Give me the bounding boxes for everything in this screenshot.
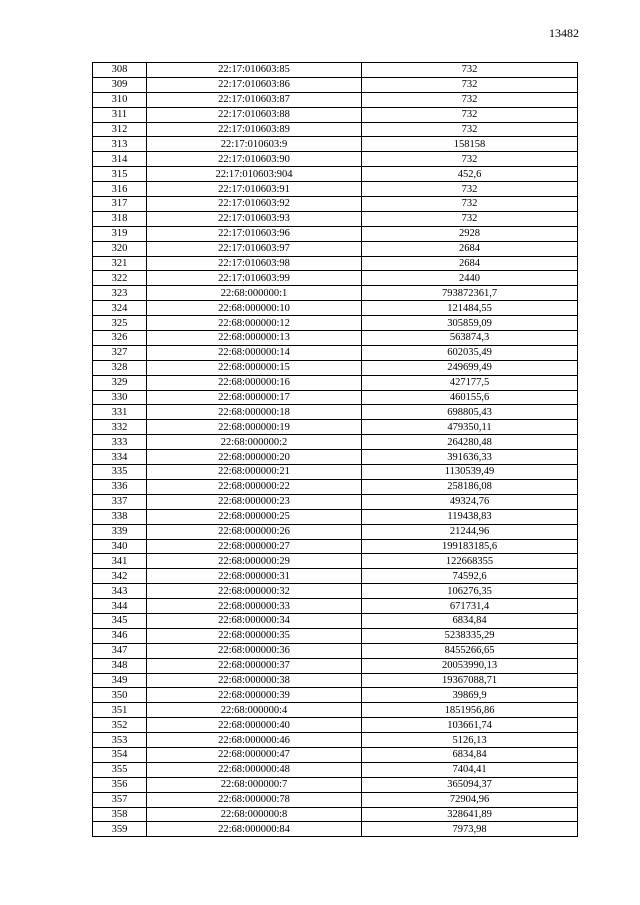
cadastral-number-cell: 22:68:000000:46 <box>147 733 362 748</box>
table-row <box>93 122 578 137</box>
value-cell: 5238335,29 <box>362 628 578 643</box>
value-cell: 1130539,49 <box>362 465 578 480</box>
table-row <box>93 92 578 107</box>
table-row <box>93 465 578 480</box>
cadastral-number-cell: 22:17:010603:86 <box>147 77 362 92</box>
cadastral-number-cell: 22:17:010603:90 <box>147 152 362 167</box>
row-number-cell: 341 <box>93 554 147 569</box>
value-cell: 365094,37 <box>362 777 578 792</box>
table-row <box>93 658 578 673</box>
value-cell: 20053990,13 <box>362 658 578 673</box>
value-cell: 2684 <box>362 241 578 256</box>
value-cell: 72904,96 <box>362 792 578 807</box>
table-row <box>93 197 578 212</box>
table-row <box>93 256 578 271</box>
value-cell: 460155,6 <box>362 390 578 405</box>
value-cell: 49324,76 <box>362 494 578 509</box>
cadastral-number-cell: 22:68:000000:48 <box>147 762 362 777</box>
table-row <box>93 167 578 182</box>
cadastral-number-cell: 22:68:000000:23 <box>147 494 362 509</box>
value-cell: 7404,41 <box>362 762 578 777</box>
cadastral-number-cell: 22:68:000000:20 <box>147 450 362 465</box>
table-body <box>93 63 578 837</box>
cadastral-number-cell: 22:17:010603:88 <box>147 107 362 122</box>
row-number-cell: 320 <box>93 241 147 256</box>
value-cell: 671731,4 <box>362 599 578 614</box>
row-number-cell: 354 <box>93 747 147 762</box>
value-cell: 732 <box>362 211 578 226</box>
value-cell: 264280,48 <box>362 435 578 450</box>
row-number-cell: 331 <box>93 405 147 420</box>
value-cell: 158158 <box>362 137 578 152</box>
row-number-cell: 337 <box>93 494 147 509</box>
table-row <box>93 673 578 688</box>
table-row <box>93 435 578 450</box>
table-row <box>93 613 578 628</box>
cadastral-number-cell: 22:68:000000:7 <box>147 777 362 792</box>
cadastral-number-cell: 22:17:010603:96 <box>147 226 362 241</box>
table-row <box>93 405 578 420</box>
cadastral-number-cell: 22:68:000000:13 <box>147 331 362 346</box>
table-row <box>93 569 578 584</box>
value-cell: 2440 <box>362 271 578 286</box>
cadastral-number-cell: 22:68:000000:34 <box>147 613 362 628</box>
value-cell: 7973,98 <box>362 822 578 837</box>
table-row <box>93 747 578 762</box>
cadastral-number-cell: 22:17:010603:97 <box>147 241 362 256</box>
value-cell: 5126,13 <box>362 733 578 748</box>
table-row <box>93 688 578 703</box>
row-number-cell: 323 <box>93 286 147 301</box>
table-row <box>93 777 578 792</box>
table-row <box>93 286 578 301</box>
table-row <box>93 539 578 554</box>
value-cell: 121484,55 <box>362 301 578 316</box>
value-cell: 793872361,7 <box>362 286 578 301</box>
table-row <box>93 450 578 465</box>
table-row <box>93 241 578 256</box>
table-row <box>93 554 578 569</box>
cadastral-number-cell: 22:68:000000:29 <box>147 554 362 569</box>
cadastral-number-cell: 22:68:000000:36 <box>147 643 362 658</box>
cadastral-number-cell: 22:17:010603:92 <box>147 197 362 212</box>
table-row <box>93 599 578 614</box>
cadastral-number-cell: 22:68:000000:1 <box>147 286 362 301</box>
row-number-cell: 359 <box>93 822 147 837</box>
value-cell: 21244,96 <box>362 524 578 539</box>
cadastral-number-cell: 22:68:000000:40 <box>147 718 362 733</box>
value-cell: 2928 <box>362 226 578 241</box>
row-number-cell: 347 <box>93 643 147 658</box>
cadastral-number-cell: 22:68:000000:14 <box>147 345 362 360</box>
row-number-cell: 329 <box>93 375 147 390</box>
row-number-cell: 336 <box>93 479 147 494</box>
row-number-cell: 332 <box>93 420 147 435</box>
table-row <box>93 211 578 226</box>
cadastral-number-cell: 22:68:000000:22 <box>147 479 362 494</box>
table-row <box>93 718 578 733</box>
table-row <box>93 792 578 807</box>
row-number-cell: 311 <box>93 107 147 122</box>
page-number: 13482 <box>549 26 579 40</box>
cadastral-number-cell: 22:17:010603:99 <box>147 271 362 286</box>
row-number-cell: 348 <box>93 658 147 673</box>
value-cell: 258186,08 <box>362 479 578 494</box>
cadastral-number-cell: 22:68:000000:8 <box>147 807 362 822</box>
cadastral-number-cell: 22:68:000000:18 <box>147 405 362 420</box>
value-cell: 249699,49 <box>362 360 578 375</box>
row-number-cell: 353 <box>93 733 147 748</box>
row-number-cell: 356 <box>93 777 147 792</box>
row-number-cell: 327 <box>93 345 147 360</box>
value-cell: 563874,3 <box>362 331 578 346</box>
table-row <box>93 822 578 837</box>
row-number-cell: 324 <box>93 301 147 316</box>
cadastral-number-cell: 22:68:000000:2 <box>147 435 362 450</box>
table-row <box>93 375 578 390</box>
cadastral-number-cell: 22:68:000000:37 <box>147 658 362 673</box>
cadastral-number-cell: 22:68:000000:38 <box>147 673 362 688</box>
row-number-cell: 330 <box>93 390 147 405</box>
row-number-cell: 342 <box>93 569 147 584</box>
cadastral-number-cell: 22:68:000000:17 <box>147 390 362 405</box>
table-row <box>93 762 578 777</box>
cadastral-number-cell: 22:68:000000:10 <box>147 301 362 316</box>
table-row <box>93 807 578 822</box>
table-row <box>93 301 578 316</box>
row-number-cell: 345 <box>93 613 147 628</box>
value-cell: 6834,84 <box>362 613 578 628</box>
cadastral-number-cell: 22:17:010603:87 <box>147 92 362 107</box>
table-row <box>93 643 578 658</box>
table-row <box>93 345 578 360</box>
cadastral-number-cell: 22:68:000000:15 <box>147 360 362 375</box>
row-number-cell: 316 <box>93 182 147 197</box>
value-cell: 427177,5 <box>362 375 578 390</box>
table-row <box>93 628 578 643</box>
row-number-cell: 310 <box>93 92 147 107</box>
cadastral-number-cell: 22:17:010603:98 <box>147 256 362 271</box>
row-number-cell: 315 <box>93 167 147 182</box>
cadastral-number-cell: 22:68:000000:39 <box>147 688 362 703</box>
registry-table <box>92 62 578 837</box>
table-row <box>93 152 578 167</box>
cadastral-number-cell: 22:68:000000:4 <box>147 703 362 718</box>
row-number-cell: 313 <box>93 137 147 152</box>
table-row <box>93 63 578 78</box>
cadastral-number-cell: 22:68:000000:12 <box>147 316 362 331</box>
cadastral-number-cell: 22:68:000000:35 <box>147 628 362 643</box>
table-row <box>93 271 578 286</box>
row-number-cell: 357 <box>93 792 147 807</box>
value-cell: 732 <box>362 77 578 92</box>
table-row <box>93 733 578 748</box>
row-number-cell: 351 <box>93 703 147 718</box>
row-number-cell: 343 <box>93 584 147 599</box>
cadastral-number-cell: 22:68:000000:26 <box>147 524 362 539</box>
row-number-cell: 326 <box>93 331 147 346</box>
table-row <box>93 524 578 539</box>
table-row <box>93 182 578 197</box>
value-cell: 732 <box>362 92 578 107</box>
row-number-cell: 319 <box>93 226 147 241</box>
row-number-cell: 355 <box>93 762 147 777</box>
value-cell: 74592,6 <box>362 569 578 584</box>
row-number-cell: 325 <box>93 316 147 331</box>
cadastral-number-cell: 22:68:000000:47 <box>147 747 362 762</box>
row-number-cell: 317 <box>93 197 147 212</box>
cadastral-number-cell: 22:17:010603:904 <box>147 167 362 182</box>
value-cell: 328641,89 <box>362 807 578 822</box>
value-cell: 122668355 <box>362 554 578 569</box>
row-number-cell: 314 <box>93 152 147 167</box>
value-cell: 19367088,71 <box>362 673 578 688</box>
table-row <box>93 137 578 152</box>
table-row <box>93 494 578 509</box>
cadastral-number-cell: 22:68:000000:32 <box>147 584 362 599</box>
cadastral-number-cell: 22:17:010603:9 <box>147 137 362 152</box>
cadastral-number-cell: 22:68:000000:27 <box>147 539 362 554</box>
cadastral-number-cell: 22:68:000000:78 <box>147 792 362 807</box>
table-row <box>93 316 578 331</box>
table-row <box>93 509 578 524</box>
value-cell: 8455266,65 <box>362 643 578 658</box>
cadastral-number-cell: 22:68:000000:84 <box>147 822 362 837</box>
table-row <box>93 77 578 92</box>
value-cell: 479350,11 <box>362 420 578 435</box>
value-cell: 1851956,86 <box>362 703 578 718</box>
row-number-cell: 338 <box>93 509 147 524</box>
cadastral-number-cell: 22:68:000000:33 <box>147 599 362 614</box>
cadastral-number-cell: 22:17:010603:85 <box>147 63 362 78</box>
table-row <box>93 584 578 599</box>
cadastral-number-cell: 22:17:010603:93 <box>147 211 362 226</box>
value-cell: 698805,43 <box>362 405 578 420</box>
cadastral-number-cell: 22:68:000000:31 <box>147 569 362 584</box>
value-cell: 732 <box>362 182 578 197</box>
value-cell: 2684 <box>362 256 578 271</box>
value-cell: 103661,74 <box>362 718 578 733</box>
row-number-cell: 328 <box>93 360 147 375</box>
table-row <box>93 420 578 435</box>
row-number-cell: 334 <box>93 450 147 465</box>
row-number-cell: 309 <box>93 77 147 92</box>
value-cell: 732 <box>362 197 578 212</box>
row-number-cell: 308 <box>93 63 147 78</box>
row-number-cell: 349 <box>93 673 147 688</box>
cadastral-number-cell: 22:68:000000:25 <box>147 509 362 524</box>
row-number-cell: 321 <box>93 256 147 271</box>
value-cell: 732 <box>362 122 578 137</box>
table-row <box>93 390 578 405</box>
row-number-cell: 333 <box>93 435 147 450</box>
table-row <box>93 226 578 241</box>
table-row <box>93 360 578 375</box>
table-row <box>93 479 578 494</box>
table-row <box>93 107 578 122</box>
row-number-cell: 350 <box>93 688 147 703</box>
row-number-cell: 344 <box>93 599 147 614</box>
value-cell: 199183185,6 <box>362 539 578 554</box>
value-cell: 732 <box>362 152 578 167</box>
value-cell: 305859,09 <box>362 316 578 331</box>
value-cell: 39869,9 <box>362 688 578 703</box>
row-number-cell: 339 <box>93 524 147 539</box>
value-cell: 6834,84 <box>362 747 578 762</box>
row-number-cell: 322 <box>93 271 147 286</box>
value-cell: 732 <box>362 107 578 122</box>
cadastral-number-cell: 22:68:000000:19 <box>147 420 362 435</box>
row-number-cell: 318 <box>93 211 147 226</box>
table-row <box>93 703 578 718</box>
table-row <box>93 331 578 346</box>
value-cell: 602035,49 <box>362 345 578 360</box>
cadastral-number-cell: 22:68:000000:21 <box>147 465 362 480</box>
row-number-cell: 358 <box>93 807 147 822</box>
cadastral-number-cell: 22:68:000000:16 <box>147 375 362 390</box>
row-number-cell: 352 <box>93 718 147 733</box>
row-number-cell: 312 <box>93 122 147 137</box>
cadastral-number-cell: 22:17:010603:89 <box>147 122 362 137</box>
value-cell: 732 <box>362 63 578 78</box>
value-cell: 452,6 <box>362 167 578 182</box>
row-number-cell: 335 <box>93 465 147 480</box>
value-cell: 119438,83 <box>362 509 578 524</box>
row-number-cell: 340 <box>93 539 147 554</box>
value-cell: 391636,33 <box>362 450 578 465</box>
cadastral-number-cell: 22:17:010603:91 <box>147 182 362 197</box>
row-number-cell: 346 <box>93 628 147 643</box>
value-cell: 106276,35 <box>362 584 578 599</box>
